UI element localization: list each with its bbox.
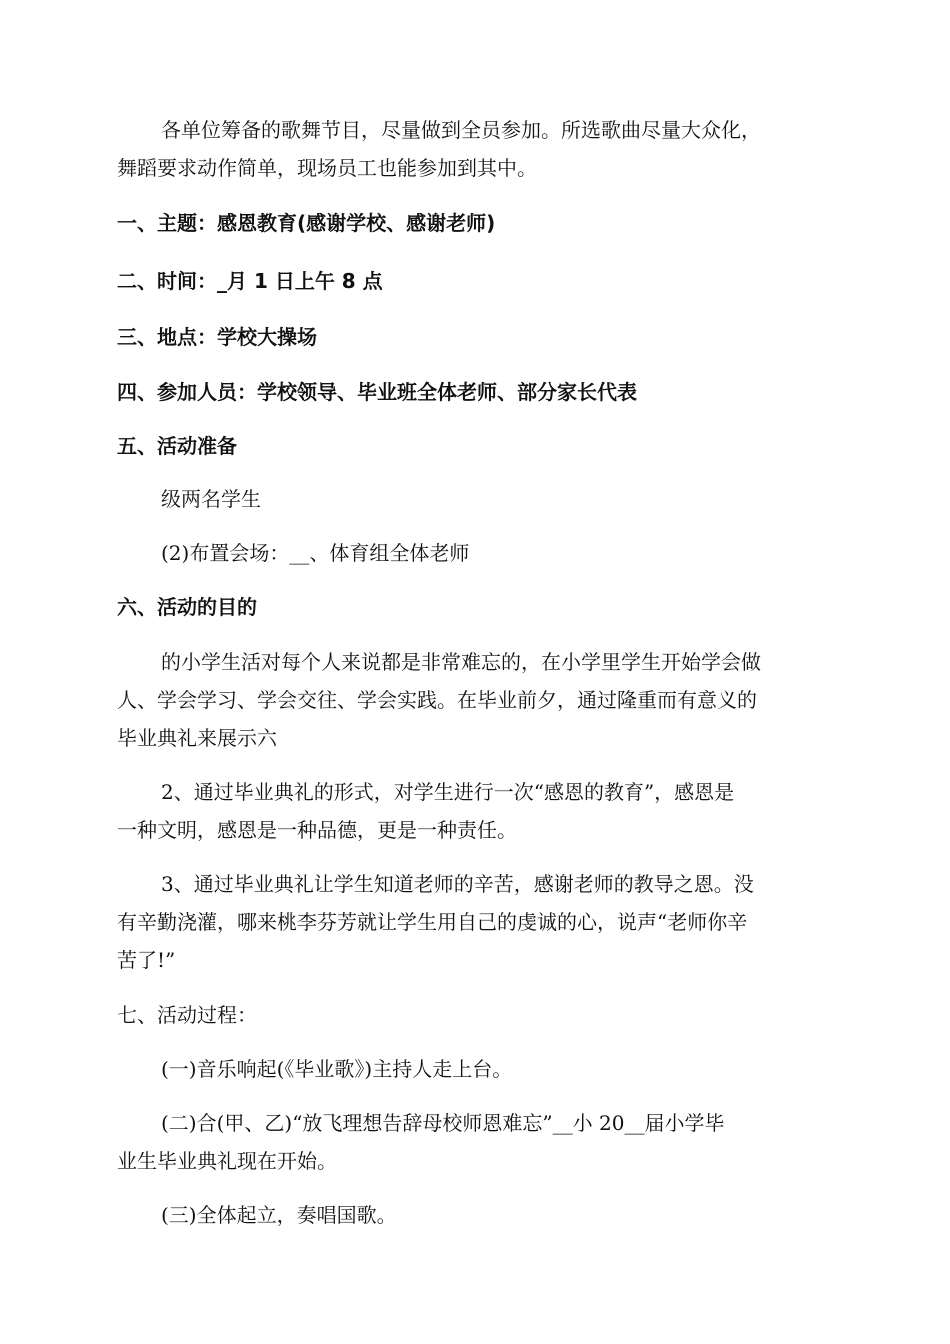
- paragraph-line: 3、通过毕业典礼让学生知道老师的辛苦，感谢老师的教导之恩。没: [161, 872, 754, 896]
- paragraph-line: 各单位筹备的歌舞节目，尽量做到全员参加。所选歌曲尽量大众化，: [161, 118, 761, 142]
- section-heading: 四、参加人员：学校领导、毕业班全体老师、部分家长代表: [117, 380, 637, 404]
- paragraph-line: 2、通过毕业典礼的形式，对学生进行一次“感恩的教育”，感恩是: [161, 780, 735, 804]
- section-heading: 七、活动过程：: [117, 1003, 257, 1027]
- paragraph-line: 苦了!”: [117, 948, 176, 972]
- section-heading: 一、主题：感恩教育(感谢学校、感谢老师): [117, 211, 496, 235]
- paragraph-line: 业生毕业典礼现在开始。: [117, 1149, 337, 1173]
- section-heading: 六、活动的目的: [117, 595, 257, 619]
- paragraph-line: (2)布置会场：__、体育组全体老师: [161, 541, 470, 565]
- paragraph-line: 的小学生活对每个人来说都是非常难忘的，在小学里学生开始学会做: [161, 650, 761, 674]
- paragraph-line: (三)全体起立，奏唱国歌。: [161, 1203, 397, 1227]
- paragraph-line: 舞蹈要求动作简单，现场员工也能参加到其中。: [117, 156, 537, 180]
- paragraph-line: 人、学会学习、学会交往、学会实践。在毕业前夕，通过隆重而有意义的: [117, 688, 757, 712]
- section-heading: 二、时间：_月 1 日上午 8 点: [117, 269, 383, 293]
- paragraph-line: (二)合(甲、乙)“放飞理想告辞母校师恩难忘”__小 20__届小学毕: [161, 1111, 725, 1135]
- section-heading: 五、活动准备: [117, 434, 237, 458]
- paragraph-line: 一种文明，感恩是一种品德，更是一种责任。: [117, 818, 517, 842]
- section-heading: 三、地点：学校大操场: [117, 325, 317, 349]
- paragraph-line: (一)音乐响起(《毕业歌》)主持人走上台。: [161, 1057, 513, 1081]
- paragraph-line: 级两名学生: [161, 487, 261, 511]
- paragraph-line: 有辛勤浇灌，哪来桃李芬芳就让学生用自己的虔诚的心，说声“老师你辛: [117, 910, 748, 934]
- paragraph-line: 毕业典礼来展示六: [117, 726, 277, 750]
